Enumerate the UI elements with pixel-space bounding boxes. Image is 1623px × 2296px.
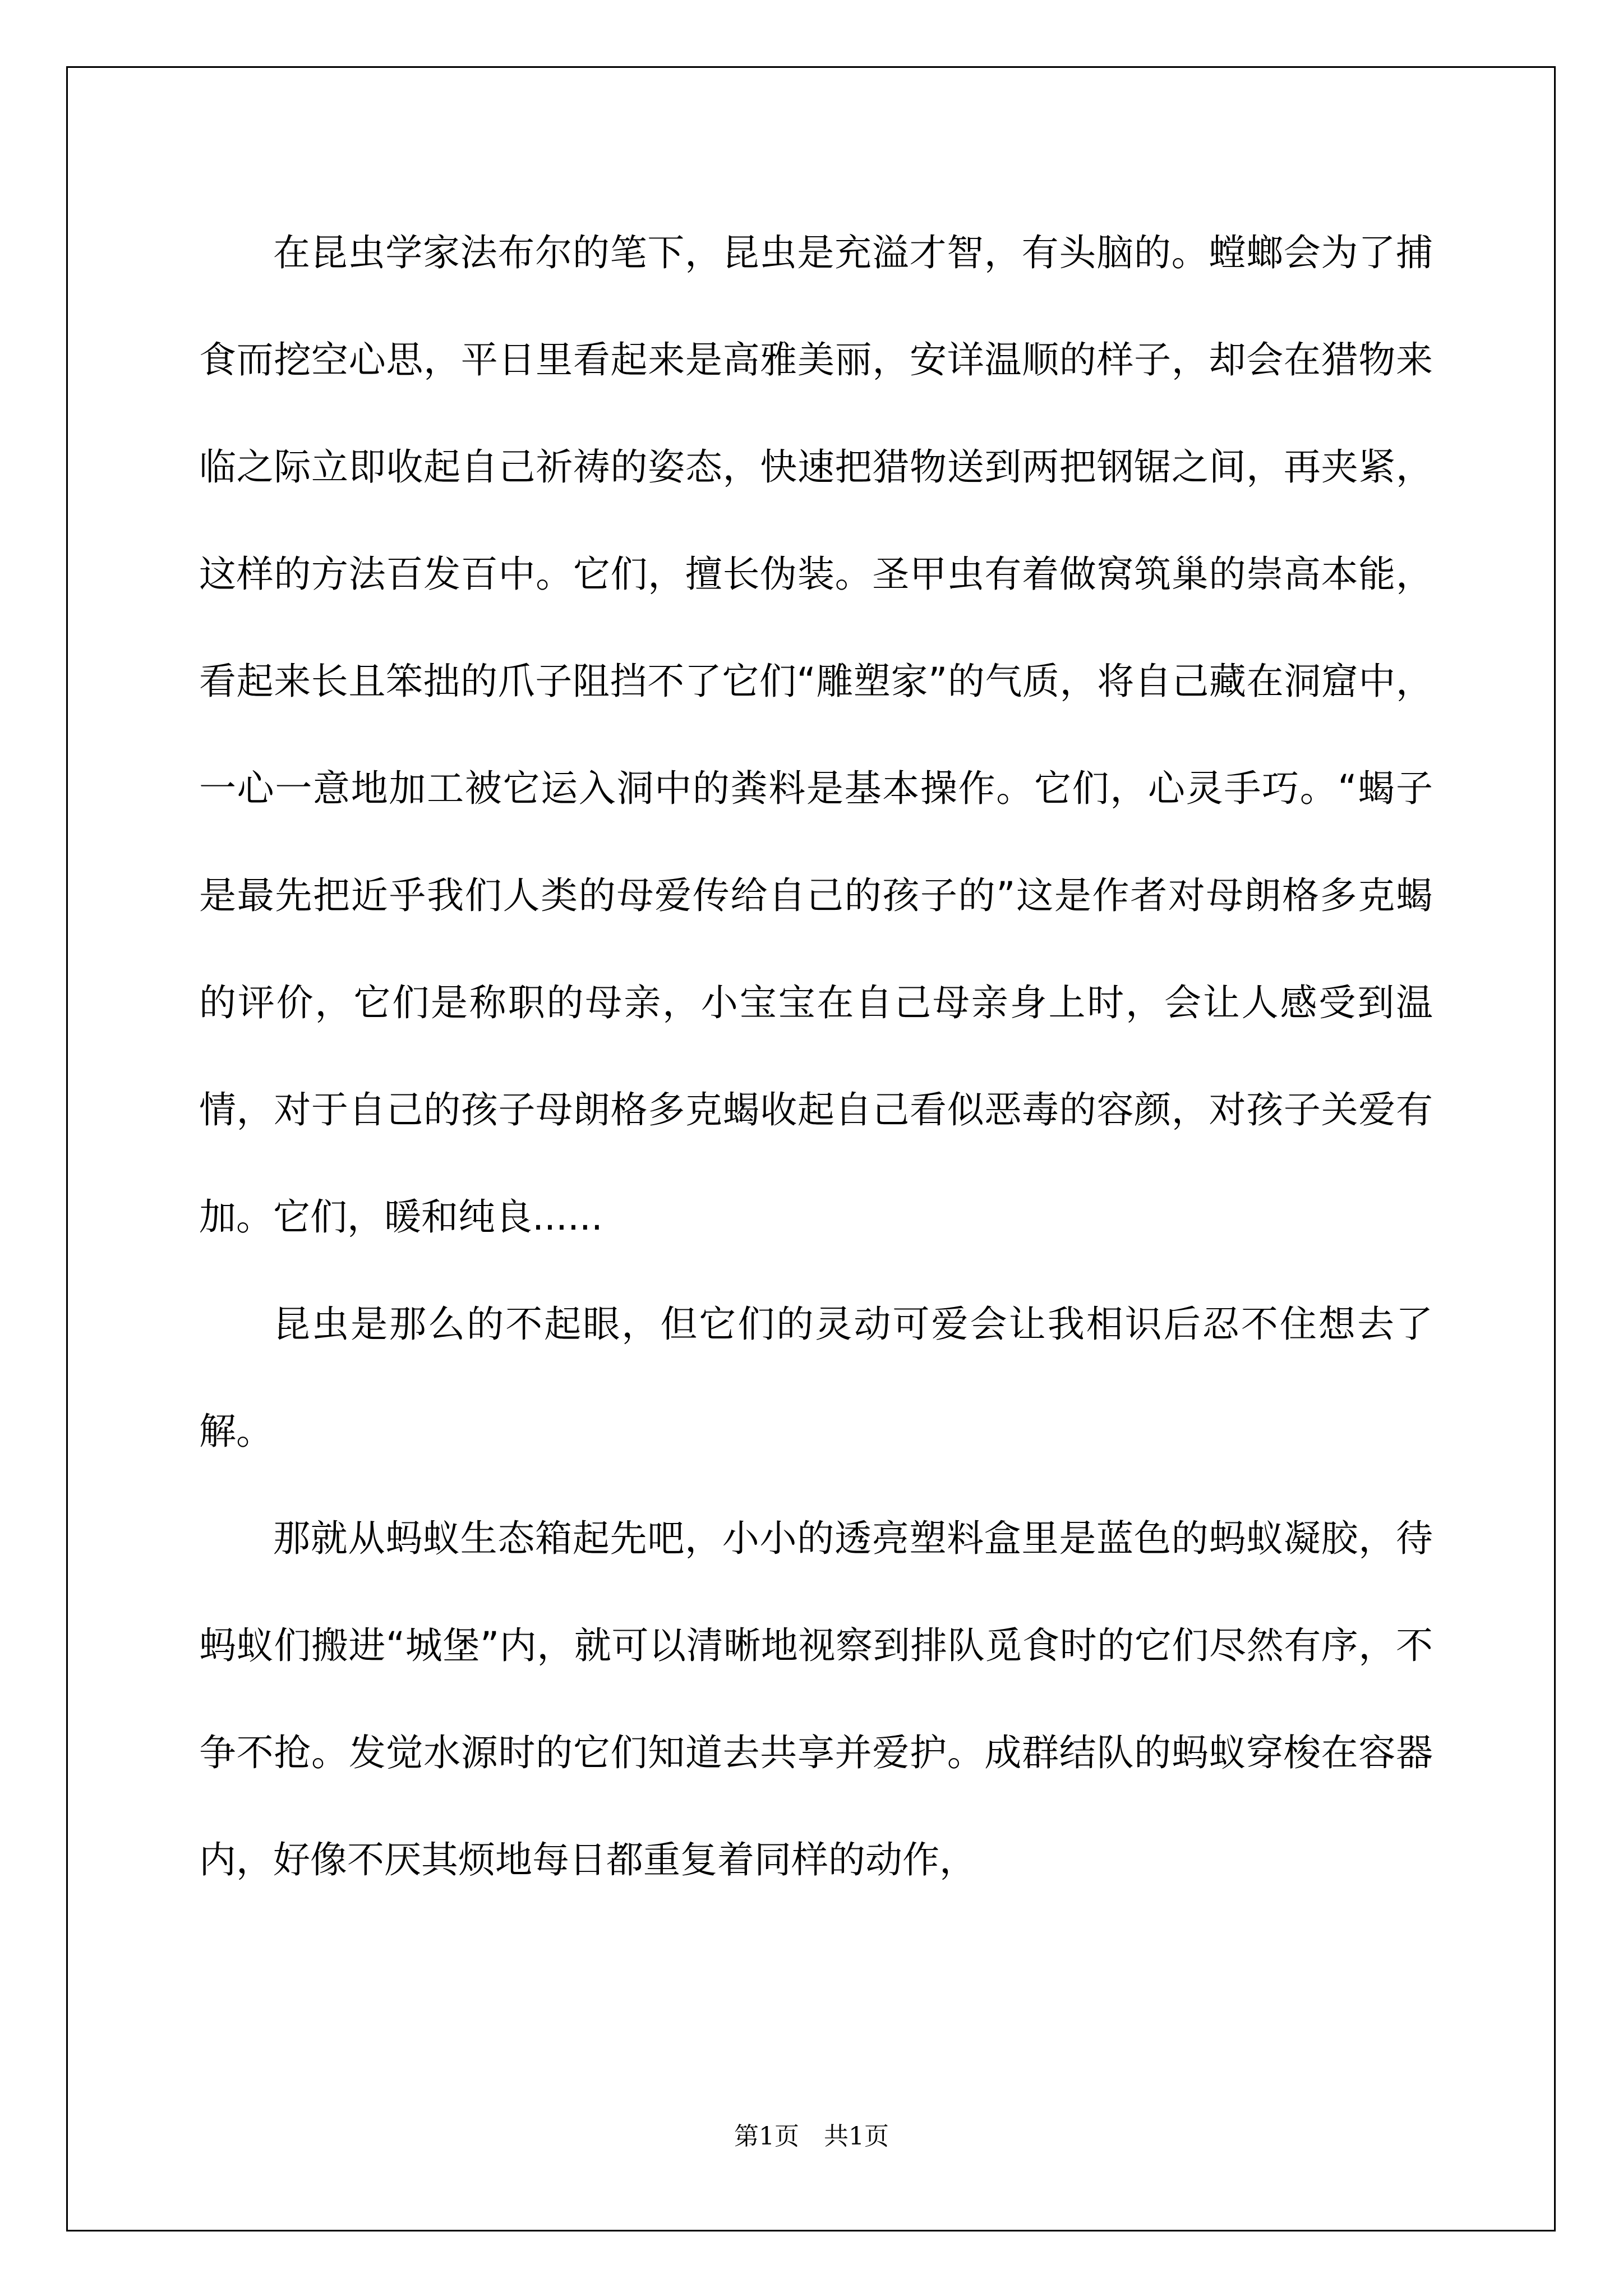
paragraph-2: 昆虫是那么的不起眼，但它们的灵动可爱会让我相识后忍不住想去了解。 — [199, 1303, 1433, 1453]
document-body — [199, 199, 1433, 1913]
page-footer: 第1页 共1页 — [734, 2122, 889, 2151]
paragraph-1: 在昆虫学家法布尔的笔下，昆虫是充溢才智，有头脑的。螳螂会为了捕食而挖空心思，平日里看起来是高雅美丽，安详温顺的样子，却会在猎物来临之际立即收起自己祈祷的姿态，快速把猎物送到两把钢锯之间，再夹紧，这样的方法百发百中。它们，擅长伪装。圣甲虫有着做窝筑巢的崇高本能，看起来长且笨拙的爪子阻挡不了它们“雕塑家”的气质，将自己藏在洞窟中，一心一意地加工被它运入洞中的粪料是基本操作。它们，心灵手巧。“蝎子是最先把近乎我们人类的母爱传给自己的孩子的”这是作者对母朗格多克蝎的评价，它们是称职的母亲，小宝宝在自己母亲身上时，会让人感受到温情，对于自己的孩子母朗格多克蝎收起自己看似恶毒的容颜，对孩子关爱有加。它们，暖和纯良...... — [199, 231, 1433, 1239]
paragraph-3: 那就从蚂蚁生态箱起先吧，小小的透亮塑料盒里是蓝色的蚂蚁凝胶，待蚂蚁们搬进“城堡”内，就可以清晰地视察到排队觅食时的它们尽然有序，不争不抢。发觉水源时的它们知道去共享并爱护。成群结队的蚂蚁穿梭在容器内，好像不厌其烦地每日都重复着同样的动作， — [199, 1517, 1433, 1881]
